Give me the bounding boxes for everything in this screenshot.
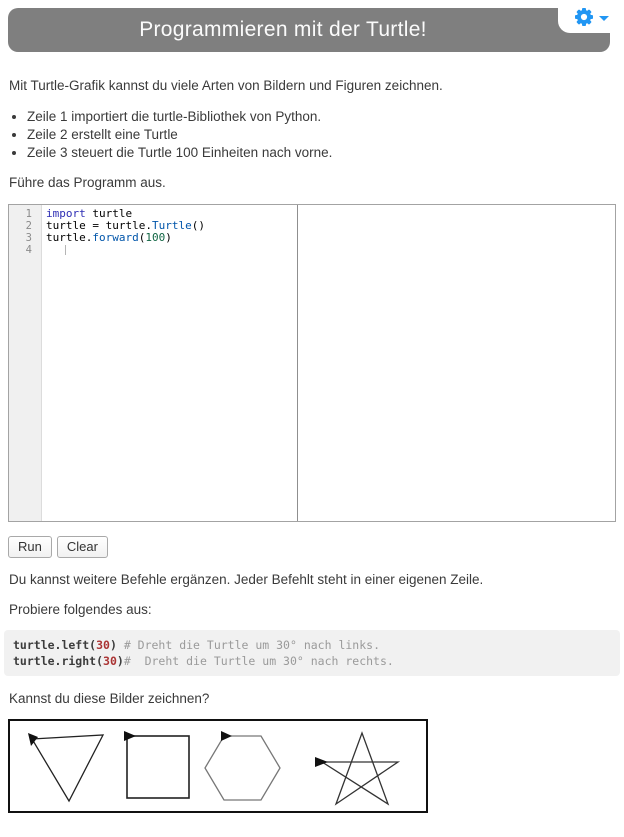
turtle-arrow-icon xyxy=(315,757,328,767)
turtle-arrow-icon xyxy=(28,733,38,746)
star-shape xyxy=(322,733,398,804)
text-cursor xyxy=(65,245,66,255)
snippet-line: turtle.right(30)# Dreht die Turtle um 30° nach rechts. xyxy=(13,654,394,668)
run-button[interactable]: Run xyxy=(8,536,52,558)
shapes-image xyxy=(8,719,428,813)
page-title: Programmieren mit der Turtle! xyxy=(139,18,427,41)
line-number: 3 xyxy=(25,232,32,244)
bullet-item: • Zeile 3 steuert die Turtle 100 Einheiten nach vorne. xyxy=(27,144,624,162)
intro-text: Mit Turtle-Grafik kannst du viele Arten von Bildern und Figuren zeichnen. xyxy=(9,78,443,93)
chevron-down-icon[interactable] xyxy=(599,16,609,21)
editor-gutter xyxy=(9,205,42,521)
square-shape xyxy=(127,736,189,798)
code-snippet xyxy=(4,630,620,676)
try-following-text: Probiere folgendes aus: xyxy=(9,602,152,617)
line-number: 1 xyxy=(25,208,32,220)
line-number: 2 xyxy=(25,220,32,232)
snippet-line: turtle.left(30) # Dreht die Turtle um 30° nach links. xyxy=(13,638,380,652)
settings-notch xyxy=(558,0,624,33)
line-number: 4 xyxy=(25,244,32,256)
code-line[interactable] xyxy=(46,244,297,256)
more-commands-text: Du kannst weitere Befehle ergänzen. Jeder Befehlt steht in einer eigenen Zeile. xyxy=(9,572,484,587)
editor-pane[interactable] xyxy=(9,205,298,521)
clear-button[interactable]: Clear xyxy=(57,536,108,558)
bullet-item: • Zeile 2 erstellt eine Turtle xyxy=(27,126,624,144)
turtle-canvas xyxy=(298,205,615,521)
code-line[interactable]: turtle.forward(100) xyxy=(46,231,172,244)
challenge-text: Kannst du diese Bilder zeichnen? xyxy=(9,691,210,706)
bullet-list xyxy=(0,108,624,162)
header-row xyxy=(0,0,624,52)
turtle-arrow-icon xyxy=(124,731,136,741)
gear-icon[interactable] xyxy=(574,7,594,27)
triangle-shape xyxy=(32,735,103,801)
button-row xyxy=(8,536,624,558)
page-header xyxy=(8,8,610,52)
hexagon-shape xyxy=(205,736,280,800)
turtle-arrow-icon xyxy=(221,731,232,741)
code-editor xyxy=(8,204,616,522)
editor-code[interactable] xyxy=(42,205,297,521)
code-line[interactable]: turtle = turtle.Turtle() xyxy=(46,219,205,232)
bullet-item: • Zeile 1 importiert die turtle-Bibliothek von Python. xyxy=(27,108,624,126)
code-line[interactable]: import turtle xyxy=(46,207,133,220)
run-instruction: Führe das Programm aus. xyxy=(9,175,166,190)
